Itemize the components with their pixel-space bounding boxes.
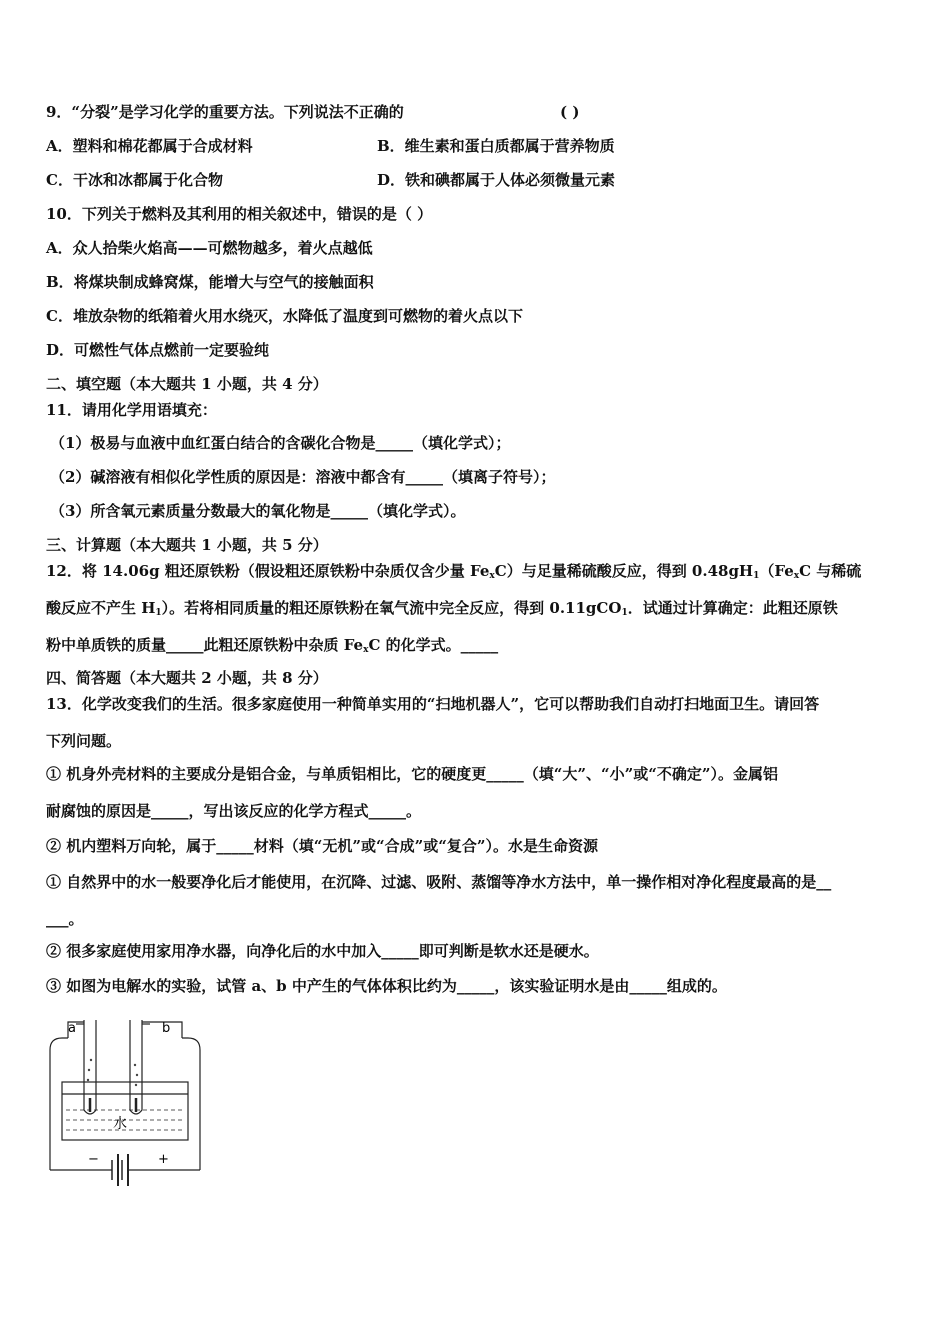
electrolysis-diagram (40, 1010, 210, 1195)
section-2-heading: 二、填空题（本大题共 1 小题，共 4 分） (46, 375, 328, 393)
q10-option-c: C．堆放杂物的纸箱着火用水绕灭，水降低了温度到可燃物的着火点以下 (46, 307, 523, 325)
q11-item-1: （1）极易与血液中血红蛋白结合的含碳化合物是_____（填化学式）； (50, 434, 511, 452)
q10-option-b: B．将煤块制成蜂窝煤，能增大与空气的接触面积 (46, 273, 374, 291)
q12-text: 粉中单质铁的质量_____此粗还原铁粉中杂质 Fe (46, 636, 364, 654)
q13-line-4: 耐腐蚀的原因是_____，写出该反应的化学方程式_____。 (46, 802, 422, 820)
q12-text: C 与稀硫 (799, 562, 862, 580)
section-3-heading: 三、计算题（本大题共 1 小题，共 5 分） (46, 536, 328, 554)
q12-text: （Fe (759, 562, 794, 580)
subscript: x (489, 571, 495, 581)
label-plus: + (158, 1152, 169, 1167)
q12-line-2 (46, 598, 838, 623)
q13-line-1: 13．化学改变我们的生活。很多家庭使用一种简单实用的“扫地机器人”，它可以帮助我们自动打扫地面卫生。请回答 (46, 695, 820, 713)
subscript: x (363, 645, 369, 655)
q13-line-7: ___。 (46, 910, 84, 928)
q9-option-b: B．维生素和蛋白质都属于营养物质 (377, 137, 615, 155)
q9-option-d: D．铁和碘都属于人体必须微量元素 (377, 171, 616, 189)
wire-right (182, 1038, 200, 1170)
q11-item-3: （3）所含氧元素质量分数最大的氧化物是_____（填化学式）。 (50, 502, 466, 520)
q13-line-3: ① 机身外壳材料的主要成分是铝合金，与单质铝相比，它的硬度更_____（填“大”、“小”或“不确定”）。金属铝 (46, 765, 778, 783)
q12-text: ）。若将相同质量的粗还原铁粉在氧气流中完全反应，得到 0.11gCO (161, 599, 622, 617)
q13-line-9: ③ 如图为电解水的实验，试管 a、b 中产生的气体体积比约为_____，该实验证明水是由_____组成的。 (46, 977, 727, 995)
q9-option-c: C．干冰和冰都属于化合物 (46, 171, 223, 189)
q9-answer-paren: ( ) (560, 103, 580, 121)
q10-option-a: A．众人拾柴火焰高——可燃物越多，着火点越低 (46, 239, 373, 257)
q9-stem: 9．“分裂”是学习化学的重要方法。下列说法不正确的 (46, 103, 404, 121)
section-4-heading: 四、简答题（本大题共 2 小题，共 8 分） (46, 669, 328, 687)
label-a: a (68, 1021, 76, 1036)
q12-text: 12．将 14.06g 粗还原铁粉（假设粗还原铁粉中杂质仅含少量 Fe (46, 562, 490, 580)
q13-line-8: ② 很多家庭使用家用净水器，向净化后的水中加入_____即可判断是软水还是硬水。 (46, 942, 599, 960)
label-b: b (162, 1021, 171, 1036)
label-water: 水 (113, 1116, 127, 1132)
label-minus: − (88, 1152, 99, 1167)
subscript: 1 (155, 608, 162, 618)
subscript: x (793, 571, 800, 581)
q12-line-3 (46, 635, 498, 660)
q12-text: ．试通过计算确定：此粗还原铁 (627, 599, 838, 617)
wire-left (50, 1038, 68, 1170)
q12-text: C 的化学式。_____ (368, 636, 499, 654)
q13-line-2: 下列问题。 (46, 732, 122, 750)
subscript: 1 (621, 608, 628, 618)
q10-stem: 10．下列关于燃料及其利用的相关叙述中，错误的是（ ） (46, 205, 433, 223)
q12-text: 酸反应不产生 H (46, 599, 156, 617)
q12-text: C）与足量稀硫酸反应，得到 0.48gH (494, 562, 754, 580)
q11-stem: 11．请用化学用语填充： (46, 401, 217, 419)
q10-option-d: D．可燃性气体点燃前一定要验纯 (46, 341, 270, 359)
subscript: 1 (753, 571, 760, 581)
q13-line-5: ② 机内塑料万向轮，属于_____材料（填“无机”或“合成”或“复合”）。水是生命资源 (46, 837, 598, 855)
q12-line-1 (46, 561, 861, 586)
q13-line-6: ① 自然界中的水一般要净化后才能使用，在沉降、过滤、吸附、蒸馏等净水方法中，单一操作相对净化程度最高的是__ (46, 873, 832, 891)
q11-item-2: （2）碱溶液有相似化学性质的原因是：溶液中都含有_____（填离子符号）； (50, 468, 556, 486)
q9-option-a: A．塑料和棉花都属于合成材料 (46, 137, 253, 155)
